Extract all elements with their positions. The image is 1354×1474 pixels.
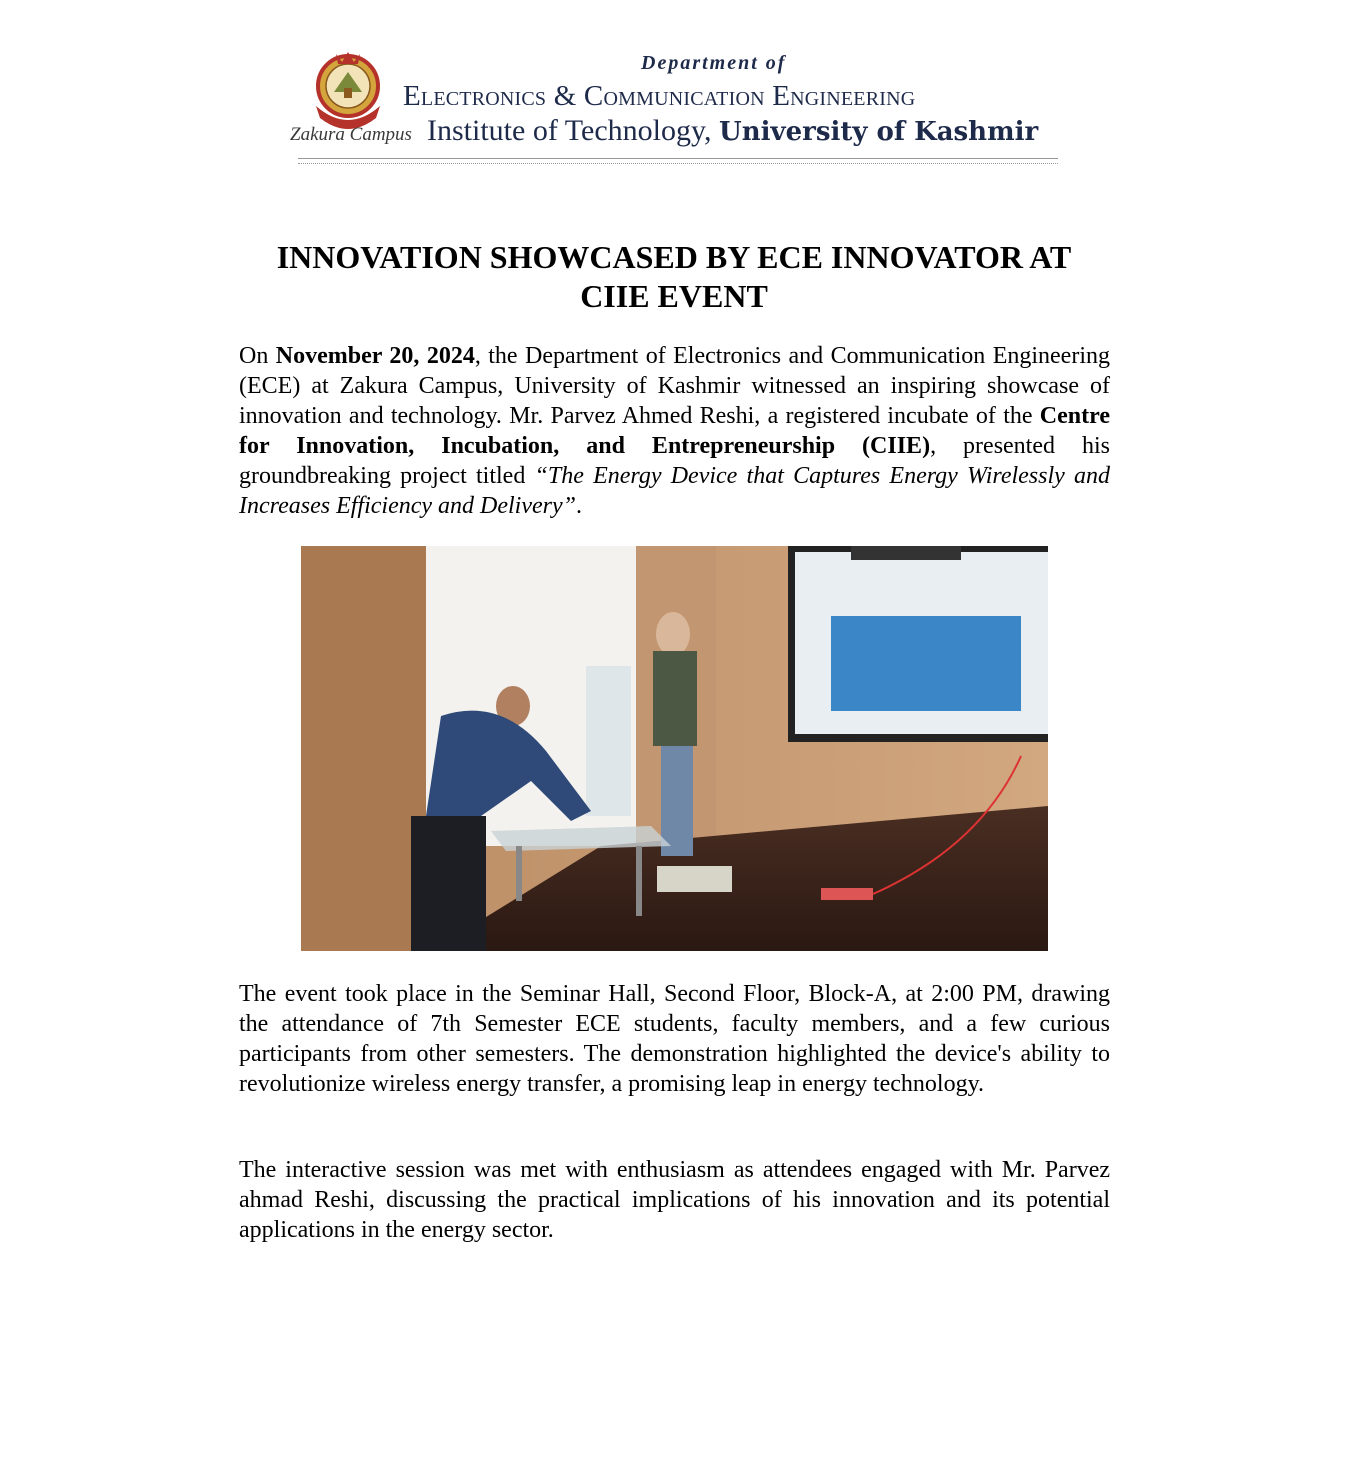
letterhead [286, 44, 1066, 168]
event-photo [301, 546, 1048, 951]
department-name: Electronics & Communication Engineering [403, 80, 916, 112]
title-line-2: CIIE EVENT [580, 278, 768, 314]
event-details-paragraph: The event took place in the Seminar Hall, Second Floor, Block-A, at 2:00 PM, drawing the attendance of 7th Semester ECE students, faculty members, and a few curious participants from other semesters. The demonstration highlighted the device's ability to revolutionize wireless energy transfer, a promising leap in energy technology. [239, 981, 1110, 1097]
title-line-1: INNOVATION SHOWCASED BY ECE INNOVATOR AT [276, 239, 1072, 275]
project-title: “The Energy Device that Captures Energy Wirelessly and Increases Efficiency and Delivery” [239, 463, 1110, 519]
page-title [239, 238, 1109, 316]
intro-paragraph [239, 341, 1110, 521]
letterhead-divider [298, 158, 1058, 164]
department-of-label: Department of [641, 52, 787, 74]
university-name: University of Kashmir [719, 117, 1039, 147]
intro-text-1: On [239, 343, 276, 369]
session-paragraph: The interactive session was met with enthusiasm as attendees engaged with Mr. Parvez ahmad Reshi, discussing the practical implications of his innovation and its potential applications in the energy sector. [239, 1157, 1110, 1243]
intro-text-2: , the Department of Electronics and Communication Engineering (ECE) at Zakura Campus, University of Kashmir witnessed an inspiring showcase of innovation and technology. Mr. Parvez Ahmed Reshi, a registered incubate of the [239, 343, 1110, 429]
campus-label: Zakura Campus [290, 124, 412, 145]
institute-name: Institute of Technology, [427, 114, 712, 147]
centre-name: Centre for Innovation, Incubation, and Entrepreneurship (CIIE) [239, 403, 1110, 459]
event-date: November 20, 2024 [275, 343, 475, 369]
university-seal-icon [306, 48, 390, 132]
intro-text-3: , presented his groundbreaking project titled [239, 433, 1110, 489]
intro-text-4: . [575, 493, 582, 519]
institute-line [427, 114, 1038, 148]
